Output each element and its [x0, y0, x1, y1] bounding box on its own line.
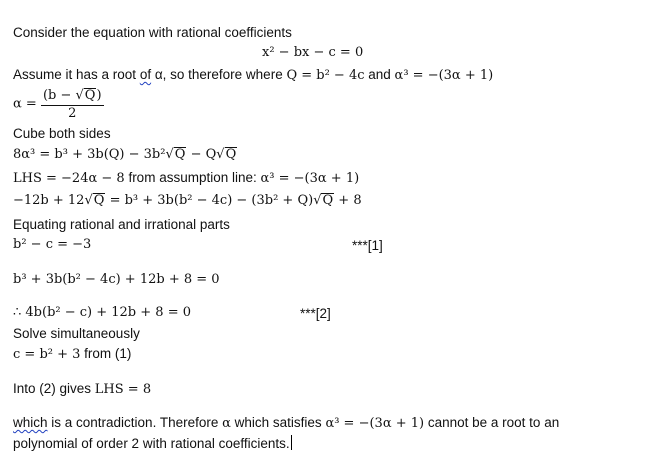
into-text: Into (2) gives [13, 381, 95, 396]
solve-line [13, 326, 140, 342]
quadratic-equation [262, 45, 363, 61]
numerator-part-b: ) [96, 88, 102, 103]
conclusion-equation: α³ = −(3α + 1) [325, 416, 425, 431]
cubed-eq-sqrt-1: Q [174, 147, 186, 162]
alpha-equals: α = [13, 96, 41, 112]
conclusion-text-c: cannot be a root to an [424, 415, 560, 430]
equating-line [13, 217, 230, 233]
equating-text: Equating rational and irrational parts [13, 217, 230, 232]
conclusion-alpha: α [222, 416, 231, 431]
numerator-sqrt-q: Q [84, 88, 96, 103]
cubed-equation-line: 8α³ = b³ + 3b(Q) − 3b²√Q − Q√Q [13, 147, 237, 162]
alpha-fraction [41, 87, 104, 122]
equation-1-ref [352, 238, 383, 254]
conclusion-text-a: is a contradiction. Therefore [47, 415, 223, 430]
solve-text: Solve simultaneously [13, 326, 140, 341]
lhs-assumption-equation: α³ = −(3α + 1) [260, 171, 360, 186]
cubic-b-line [13, 272, 220, 288]
fraction-denominator: 2 [68, 106, 77, 121]
equation-2-ref-stars: *** [300, 306, 316, 321]
numerator-part-a: (b − [42, 88, 76, 103]
equation-2-ref-text: [2] [315, 306, 331, 321]
cubed-eq-a: 8α³ = b³ + 3b(Q) − 3b² [13, 147, 166, 162]
cubed-eq-sqrt-2: Q [225, 147, 237, 162]
equation-2-line [13, 305, 191, 321]
c-expression: c = b² + 3 [13, 347, 81, 362]
equation-1-line [13, 237, 91, 253]
expanded-equation-line: −12b + 12√Q = b³ + 3b(b² − 4c) − (3b² + Q)√Q + 8 [13, 193, 362, 208]
equation-2-ref [300, 306, 331, 322]
spellcheck-word-of: of [139, 67, 152, 82]
fraction-numerator: (b − √Q) [41, 87, 104, 106]
into-line [13, 381, 151, 398]
cubed-eq-b: − Q [186, 147, 217, 162]
spellcheck-word-which: which [13, 415, 48, 430]
c-from-note: from (1) [80, 346, 132, 361]
assumption-line [13, 67, 493, 84]
equation-1: b² − c = −3 [13, 237, 92, 252]
intro-text: Consider the equation with rational coefficients [13, 25, 292, 40]
expanded-eq-b: = b³ + 3b(b² − 4c) − (3b² + Q) [105, 193, 314, 208]
assumption-and: and [364, 67, 395, 82]
conclusion-line-1 [13, 415, 559, 432]
discriminant-equation: Q = b² − 4c [286, 68, 365, 83]
lhs-line [13, 170, 359, 187]
cubic-b-equation: b³ + 3b(b² − 4c) + 12b + 8 = 0 [13, 272, 220, 287]
lhs-expression: LHS = −24α − 8 [13, 171, 125, 186]
assumption-text-b: α, so therefore where [151, 67, 287, 82]
expanded-eq-c: + 8 [334, 193, 362, 208]
expanded-eq-a: −12b + 12 [13, 193, 85, 208]
intro-line [13, 25, 292, 41]
conclusion-line-2[interactable] [13, 435, 292, 452]
conclusion-text-b: which satisfies [230, 415, 326, 430]
c-substitution-line [13, 346, 131, 363]
alpha-fraction-line [13, 87, 104, 122]
alpha-cubic-equation: α³ = −(3α + 1) [394, 68, 494, 83]
conclusion-text-d: polynomial of order 2 with rational coefficients. [13, 436, 290, 451]
expanded-eq-sqrt-2: Q [322, 193, 334, 208]
expanded-eq-sqrt-1: Q [93, 193, 105, 208]
lhs-note: from assumption line: [124, 170, 261, 185]
cube-both-sides-text: Cube both sides [13, 126, 111, 141]
equation-2: ∴ 4b(b² − c) + 12b + 8 = 0 [13, 305, 191, 320]
assumption-text-a: Assume it has a root [13, 67, 140, 82]
into-result: LHS = 8 [94, 382, 152, 397]
quadratic-equation-text: x² − bx − c = 0 [262, 45, 364, 60]
text-cursor [291, 435, 292, 450]
equation-1-ref-text: ***[1] [352, 238, 383, 253]
cube-both-sides-line [13, 126, 111, 142]
